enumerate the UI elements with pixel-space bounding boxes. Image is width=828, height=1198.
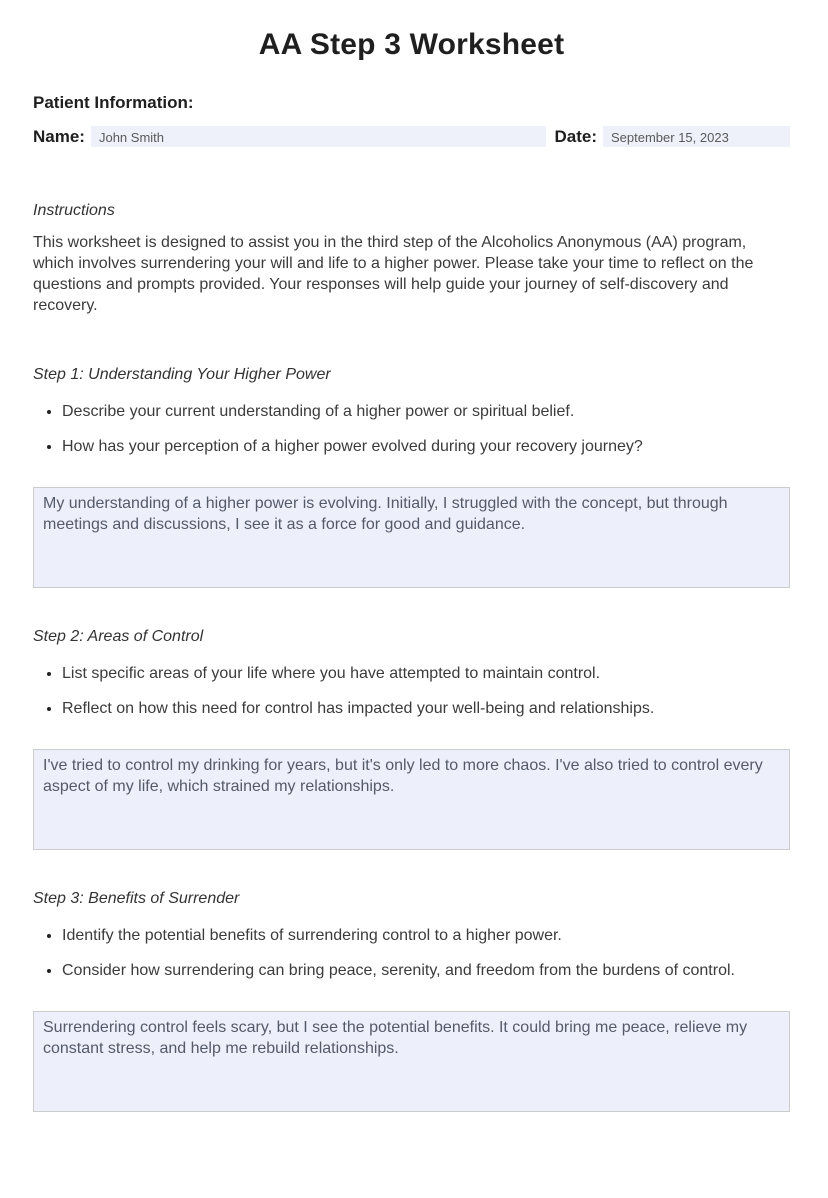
step1-response-textarea[interactable]: My understanding of a higher power is evolving. Initially, I struggled with the concept, but through meetings and discussions, I see it as a force for good and guidance. — [33, 487, 790, 588]
name-label: Name: — [33, 126, 85, 146]
name-field[interactable]: John Smith — [91, 126, 547, 147]
instructions-heading: Instructions — [33, 202, 115, 219]
step3-heading: Step 3: Benefits of Surrender — [33, 890, 240, 907]
step2-bullet-2: • Reflect on how this need for control has impacted your well-being and relationships. — [62, 698, 790, 719]
step3-response-textarea[interactable]: Surrendering control feels scary, but I see the potential benefits. It could bring me peace, relieve my constant stress, and help me rebuild relationships. — [33, 1011, 790, 1112]
date-field[interactable]: September 15, 2023 — [603, 126, 790, 147]
patient-information-heading: Patient Information: — [33, 93, 194, 112]
patient-info-row — [33, 126, 790, 147]
step3-bullet-2: • Consider how surrendering can bring peace, serenity, and freedom from the burdens of control. — [62, 960, 790, 981]
step2-response-textarea[interactable]: I've tried to control my drinking for years, but it's only led to more chaos. I've also tried to control every aspect of my life, which strained my relationships. — [33, 749, 790, 850]
step2-bullet-1: • List specific areas of your life where you have attempted to maintain control. — [62, 663, 790, 684]
step2-bullet-list — [33, 663, 790, 719]
step1-heading: Step 1: Understanding Your Higher Power — [33, 366, 331, 383]
step3-bullet-list — [33, 925, 790, 981]
step2-heading: Step 2: Areas of Control — [33, 628, 204, 645]
instructions-paragraph: This worksheet is designed to assist you in the third step of the Alcoholics Anonymous (AA) program, which involves surrendering your will and life to a higher power. Please take your time to reflect on the questions and prompts provided. Your responses will help guide your journey of self-discovery and recovery. — [33, 234, 754, 314]
date-label: Date: — [554, 126, 597, 146]
step1-bullet-2: • How has your perception of a higher power evolved during your recovery journey? — [62, 436, 790, 457]
page-title: AA Step 3 Worksheet — [258, 28, 565, 61]
step3-bullet-1: • Identify the potential benefits of surrendering control to a higher power. — [62, 925, 790, 946]
step1-bullet-list — [33, 401, 790, 457]
step1-bullet-1: • Describe your current understanding of a higher power or spiritual belief. — [62, 401, 790, 422]
